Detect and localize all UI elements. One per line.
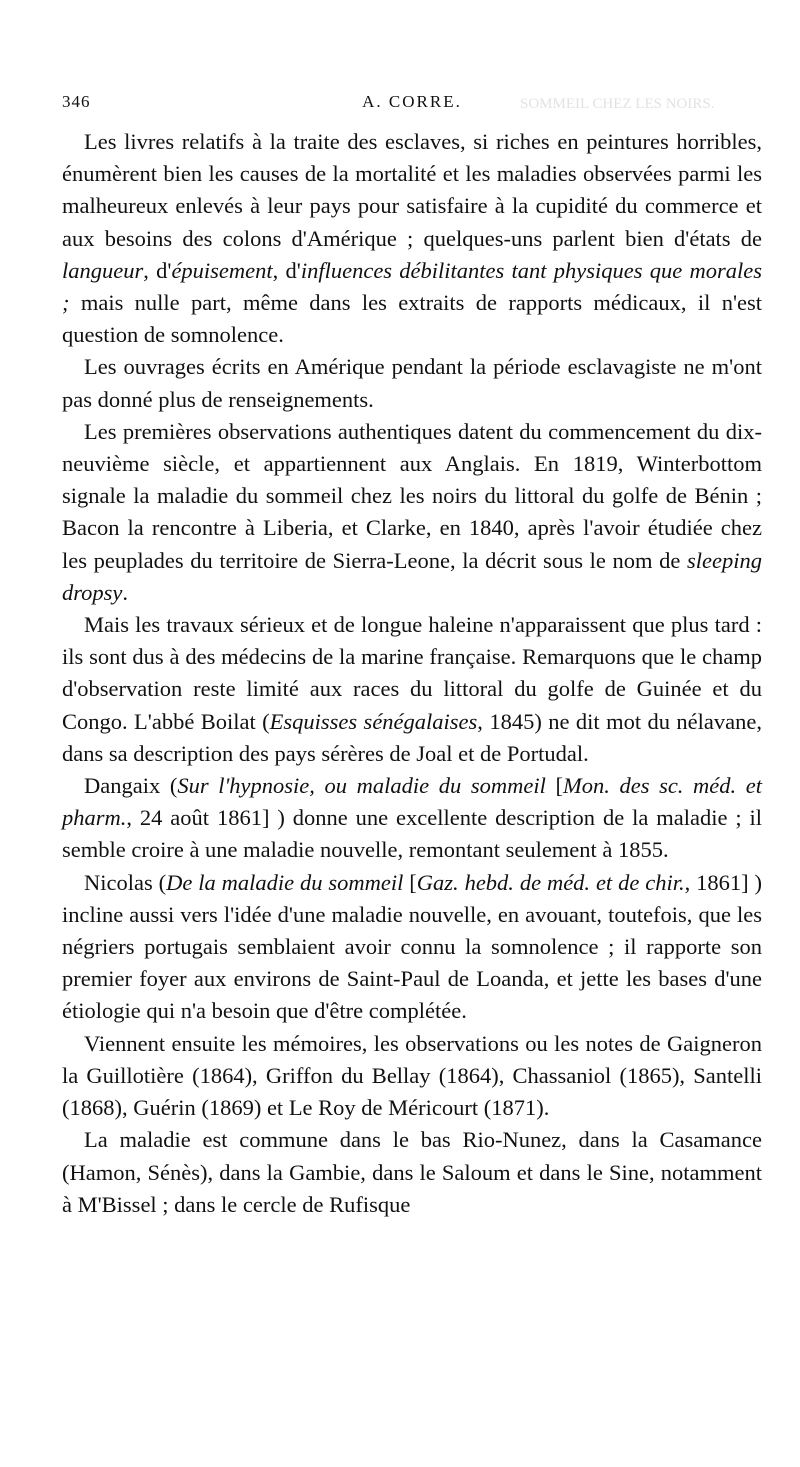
italic-text: Sur l'hypnosie, ou maladie du sommeil xyxy=(177,773,546,799)
italic-text: épuisement xyxy=(171,257,273,283)
text-run: Les premières observations authentiques datent du commencement du dix-neuvième siècle, et appartiennent aux Anglais. En 1819, Winterbottom signale la maladie du sommeil chez les noirs du littoral du golfe de Bénin ; Bacon la rencontre à Liberia, et Clarke, en 1840, après l'avoir étudiée chez les peuplades du territoire de Sierra-Leone, la décrit sous le nom de xyxy=(62,418,762,573)
text-run: Les livres relatifs à la traite des esclaves, si riches en peintures horribles, énumèrent bien les causes de la mortalité et les maladies observées parmi les malheureux enlevés à leur pays pour satisfaire à la cupidité du commerce et aux besoins des colons d'Amérique ; quelques-uns parlent bien d'états de xyxy=(62,129,762,251)
paragraph xyxy=(62,351,762,415)
italic-text: influences débilitantes tant physiques que morales ; xyxy=(62,257,763,316)
text-run: [ xyxy=(545,773,563,799)
page-header xyxy=(62,92,762,118)
paragraph xyxy=(62,416,762,609)
text-run: [ xyxy=(403,869,417,895)
running-head: A. CORRE. xyxy=(362,92,462,111)
page-number: 346 xyxy=(62,92,91,111)
paragraph xyxy=(62,609,762,770)
paragraph xyxy=(62,126,762,351)
bleed-through: SOMMEIL CHEZ LES NOIRS. xyxy=(520,96,715,112)
italic-text: langueur xyxy=(62,257,144,283)
text-run: Nicolas ( xyxy=(84,869,167,895)
italic-text: De la maladie du sommeil xyxy=(166,869,404,895)
text-run: Dangaix ( xyxy=(84,773,178,799)
body-text xyxy=(62,126,762,1221)
text-run: Les ouvrages écrits en Amérique pendant la période esclavagiste ne m'ont pas donné plus de renseignements. xyxy=(62,354,762,412)
text-run: Mais les travaux sérieux et de longue haleine n'apparaissent que plus tard : ils sont dus à des médecins de la marine française. Remarquons que le champ d'observation reste limité aux races du littoral du golfe de Guinée et du Congo. L'abbé Boilat ( xyxy=(62,612,762,734)
paragraph xyxy=(62,1124,762,1221)
italic-text: Esquisses sénégalaises xyxy=(269,708,478,734)
paragraph xyxy=(62,1028,762,1125)
italic-text: Mon. des sc. méd. et pharm. xyxy=(62,773,763,831)
text-run: mais nulle part, même dans les extraits de rapports médicaux, il n'est question de somnolence. xyxy=(62,290,762,348)
text-run: La maladie est commune dans le bas Rio-Nunez, dans la Casamance (Hamon, Sénès), dans la Gambie, dans le Saloum et dans le Sine, notamment à M'Bissel ; dans le cercle de Rufisque xyxy=(62,1127,762,1217)
italic-text: Gaz. hebd. de méd. et de chir. xyxy=(416,869,685,895)
text-run: Viennent ensuite les mémoires, les observations ou les notes de Gaigneron la Guillotière (1864), Griffon du Bellay (1864), Chassaniol (1865), Santelli (1868), Guérin (1869) et Le Roy de Méricourt (1871). xyxy=(62,1030,762,1121)
text-run: , 1861] ) incline aussi vers l'idée d'une maladie nouvelle, en avouant, toutefois, que les négriers portugais semblaient avoir connu la somnolence ; il rapporte son premier foyer aux environs de Saint-Paul de Loanda, et jette les bases d'une étiologie qui n'a besoin que d'être complétée. xyxy=(62,869,762,1024)
text-run: , d' xyxy=(143,257,172,283)
text-run: , d' xyxy=(272,257,301,283)
italic-text: sleeping dropsy xyxy=(62,547,762,605)
text-run: . xyxy=(122,579,129,605)
paragraph xyxy=(62,770,762,867)
paragraph xyxy=(62,867,762,1028)
text-run: , 1845) ne dit mot du nélavane, dans sa description des pays sérères de Joal et de Portudal. xyxy=(62,708,762,766)
text-run: , 24 août 1861] ) donne une excellente description de la maladie ; il semble croire à une maladie nouvelle, remontant seulement à 1855. xyxy=(62,805,762,863)
